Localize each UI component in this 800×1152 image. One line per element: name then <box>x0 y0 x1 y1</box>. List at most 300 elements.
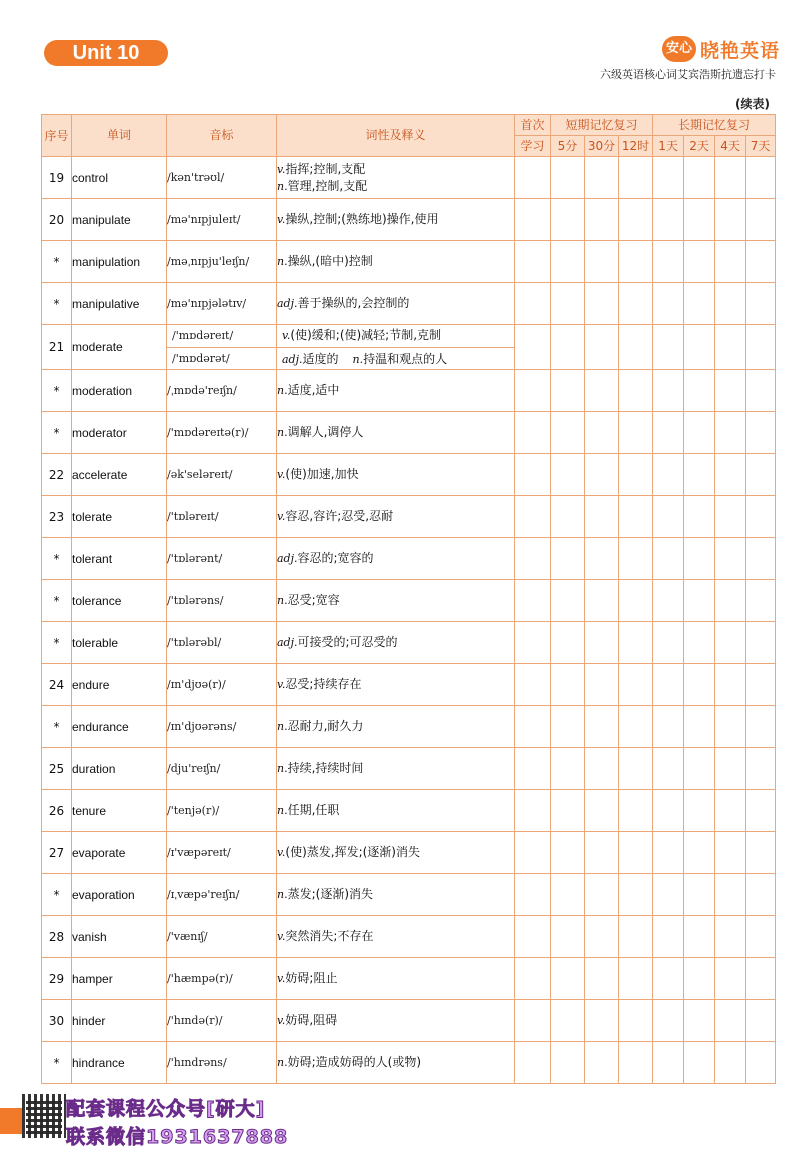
check-1day[interactable] <box>653 157 684 199</box>
check-7day[interactable] <box>746 790 776 832</box>
check-30min[interactable] <box>585 325 619 370</box>
part-of-speech: v. <box>277 510 286 523</box>
check-first[interactable] <box>515 916 551 958</box>
check-4day[interactable] <box>715 874 746 916</box>
check-1day[interactable] <box>653 283 684 325</box>
check-4day[interactable] <box>715 241 746 283</box>
check-first[interactable] <box>515 1000 551 1042</box>
definition-text: 持温和观点的人 <box>363 351 448 366</box>
table-row <box>42 412 776 454</box>
check-4day[interactable] <box>715 157 746 199</box>
check-7day[interactable] <box>746 454 776 496</box>
promo-line-2: 联系微信1931637888 <box>66 1126 289 1148</box>
definition-text: 任期,任职 <box>287 803 340 817</box>
check-7day[interactable] <box>746 496 776 538</box>
check-1day[interactable] <box>653 454 684 496</box>
table-row <box>42 1000 776 1042</box>
row-word: evaporation <box>72 874 167 916</box>
header-short-term: 短期记忆复习 <box>551 115 653 136</box>
check-12h[interactable] <box>619 325 653 370</box>
check-2day[interactable] <box>684 1042 715 1084</box>
row-definition <box>277 412 515 454</box>
row-index: 29 <box>42 958 72 1000</box>
row-index: * <box>42 1042 72 1084</box>
check-first[interactable] <box>515 538 551 580</box>
row-index: * <box>42 370 72 412</box>
row-index: 25 <box>42 748 72 790</box>
row-index: * <box>42 241 72 283</box>
check-1day[interactable] <box>653 748 684 790</box>
header-phonetic: 音标 <box>167 115 277 157</box>
definition-line <box>277 382 514 399</box>
check-1day[interactable] <box>653 199 684 241</box>
check-1day[interactable] <box>653 538 684 580</box>
check-30min[interactable] <box>585 1042 619 1084</box>
check-first[interactable] <box>515 241 551 283</box>
check-4day[interactable] <box>715 790 746 832</box>
check-first[interactable] <box>515 1042 551 1084</box>
check-5min[interactable] <box>551 283 585 325</box>
check-7day[interactable] <box>746 748 776 790</box>
vocabulary-table <box>41 114 776 1084</box>
check-5min[interactable] <box>551 874 585 916</box>
check-1day[interactable] <box>653 370 684 412</box>
check-first[interactable] <box>515 157 551 199</box>
check-first[interactable] <box>515 496 551 538</box>
part-of-speech: n. <box>277 594 288 607</box>
check-2day[interactable] <box>684 748 715 790</box>
row-index: 27 <box>42 832 72 874</box>
check-7day[interactable] <box>746 580 776 622</box>
check-first[interactable] <box>515 454 551 496</box>
check-30min[interactable] <box>585 874 619 916</box>
check-5min[interactable] <box>551 1000 585 1042</box>
check-1day[interactable] <box>653 580 684 622</box>
check-2day[interactable] <box>684 706 715 748</box>
check-12h[interactable] <box>619 412 653 454</box>
check-1day[interactable] <box>653 664 684 706</box>
check-first[interactable] <box>515 412 551 454</box>
check-7day[interactable] <box>746 370 776 412</box>
check-2day[interactable] <box>684 874 715 916</box>
check-7day[interactable] <box>746 199 776 241</box>
check-5min[interactable] <box>551 241 585 283</box>
check-7day[interactable] <box>746 283 776 325</box>
brand-logo-icon: 安心 <box>662 36 696 62</box>
row-index: * <box>42 538 72 580</box>
check-12h[interactable] <box>619 748 653 790</box>
definition-text: 忍受;宽容 <box>287 593 340 607</box>
check-4day[interactable] <box>715 370 746 412</box>
check-7day[interactable] <box>746 916 776 958</box>
row-index: 20 <box>42 199 72 241</box>
check-2day[interactable] <box>684 916 715 958</box>
check-5min[interactable] <box>551 199 585 241</box>
header-long-term: 长期记忆复习 <box>653 115 776 136</box>
row-word: endure <box>72 664 167 706</box>
definition-line <box>277 592 514 609</box>
check-30min[interactable] <box>585 580 619 622</box>
table-row <box>42 916 776 958</box>
phonetic-adj: /'mɒdərət/ <box>167 347 276 370</box>
check-12h[interactable] <box>619 958 653 1000</box>
definition-line <box>282 327 441 344</box>
check-7day[interactable] <box>746 412 776 454</box>
check-5min[interactable] <box>551 538 585 580</box>
check-2day[interactable] <box>684 1000 715 1042</box>
row-definition <box>277 283 515 325</box>
check-1day[interactable] <box>653 790 684 832</box>
definition-line <box>277 178 514 195</box>
check-2day[interactable] <box>684 412 715 454</box>
check-2day[interactable] <box>684 832 715 874</box>
check-4day[interactable] <box>715 1042 746 1084</box>
check-2day[interactable] <box>684 157 715 199</box>
check-first[interactable] <box>515 874 551 916</box>
check-12h[interactable] <box>619 496 653 538</box>
check-4day[interactable] <box>715 706 746 748</box>
check-12h[interactable] <box>619 454 653 496</box>
row-index: * <box>42 874 72 916</box>
part-of-speech: v. <box>277 162 286 176</box>
definition-line <box>277 676 514 693</box>
table-row <box>42 1042 776 1084</box>
row-phonetic: /ɪˌvæpə'reɪʃn/ <box>167 874 277 916</box>
check-12h[interactable] <box>619 283 653 325</box>
row-word: manipulate <box>72 199 167 241</box>
row-definition <box>277 874 515 916</box>
check-1day[interactable] <box>653 916 684 958</box>
check-2day[interactable] <box>684 538 715 580</box>
check-4day[interactable] <box>715 538 746 580</box>
check-7day[interactable] <box>746 325 776 370</box>
row-index: 23 <box>42 496 72 538</box>
row-index: 21 <box>42 325 72 370</box>
check-first[interactable] <box>515 370 551 412</box>
check-7day[interactable] <box>746 622 776 664</box>
table-row <box>42 538 776 580</box>
row-word: control <box>72 157 167 199</box>
row-phonetic: /məˌnɪpju'leɪʃn/ <box>167 241 277 283</box>
check-7day[interactable] <box>746 958 776 1000</box>
definition-line <box>277 1054 514 1071</box>
check-12h[interactable] <box>619 664 653 706</box>
footer-promo <box>0 1090 340 1152</box>
row-definition <box>277 790 515 832</box>
row-word: evaporate <box>72 832 167 874</box>
definition-text: 调解人,调停人 <box>287 425 364 439</box>
check-7day[interactable] <box>746 538 776 580</box>
check-2day[interactable] <box>684 325 715 370</box>
check-12h[interactable] <box>619 832 653 874</box>
check-5min[interactable] <box>551 370 585 412</box>
table-row <box>42 706 776 748</box>
check-5min[interactable] <box>551 496 585 538</box>
header-12h: 12时 <box>619 136 653 157</box>
check-12h[interactable] <box>619 157 653 199</box>
check-5min[interactable] <box>551 580 585 622</box>
row-phonetic: /ɪn'djʊə(r)/ <box>167 664 277 706</box>
check-2day[interactable] <box>684 580 715 622</box>
check-30min[interactable] <box>585 283 619 325</box>
row-word: duration <box>72 748 167 790</box>
row-phonetic: /'tɒlərəbl/ <box>167 622 277 664</box>
check-30min[interactable] <box>585 157 619 199</box>
check-30min[interactable] <box>585 496 619 538</box>
check-7day[interactable] <box>746 1000 776 1042</box>
row-definition <box>277 538 515 580</box>
table-row <box>42 664 776 706</box>
check-5min[interactable] <box>551 1042 585 1084</box>
check-2day[interactable] <box>684 958 715 1000</box>
check-2day[interactable] <box>684 790 715 832</box>
unit-badge: Unit 10 <box>44 40 168 66</box>
check-4day[interactable] <box>715 916 746 958</box>
definition-text: 妨碍;造成妨碍的人(或物) <box>287 1055 422 1069</box>
definition-text: (使)缓和;(使)减轻;节制,克制 <box>290 328 442 343</box>
check-12h[interactable] <box>619 874 653 916</box>
row-index: 28 <box>42 916 72 958</box>
check-7day[interactable] <box>746 706 776 748</box>
check-1day[interactable] <box>653 622 684 664</box>
row-phonetic <box>167 325 277 370</box>
check-first[interactable] <box>515 325 551 370</box>
check-30min[interactable] <box>585 199 619 241</box>
table-row <box>42 370 776 412</box>
check-first[interactable] <box>515 706 551 748</box>
check-1day[interactable] <box>653 706 684 748</box>
definition-line <box>277 424 514 441</box>
check-4day[interactable] <box>715 454 746 496</box>
check-1day[interactable] <box>653 412 684 454</box>
check-12h[interactable] <box>619 790 653 832</box>
check-4day[interactable] <box>715 496 746 538</box>
check-2day[interactable] <box>684 622 715 664</box>
check-4day[interactable] <box>715 580 746 622</box>
row-definition <box>277 580 515 622</box>
check-5min[interactable] <box>551 454 585 496</box>
definition-text: 容忍,容许;忍受,忍耐 <box>285 509 394 523</box>
header-definition: 词性及释义 <box>277 115 515 157</box>
check-7day[interactable] <box>746 157 776 199</box>
check-5min[interactable] <box>551 325 585 370</box>
check-2day[interactable] <box>684 241 715 283</box>
row-word: tenure <box>72 790 167 832</box>
check-1day[interactable] <box>653 832 684 874</box>
check-30min[interactable] <box>585 832 619 874</box>
row-definition <box>277 496 515 538</box>
check-4day[interactable] <box>715 748 746 790</box>
row-phonetic: /'tenjə(r)/ <box>167 790 277 832</box>
row-definition <box>277 199 515 241</box>
check-2day[interactable] <box>684 496 715 538</box>
check-4day[interactable] <box>715 664 746 706</box>
definition-text: 蒸发;(逐渐)消失 <box>287 887 374 901</box>
definition-line <box>277 211 514 228</box>
check-30min[interactable] <box>585 1000 619 1042</box>
definition-text: 适度的 <box>302 351 339 366</box>
check-12h[interactable] <box>619 1000 653 1042</box>
check-1day[interactable] <box>653 958 684 1000</box>
check-5min[interactable] <box>551 664 585 706</box>
row-word: moderate <box>72 325 167 370</box>
row-phonetic: /'mɒdəreɪtə(r)/ <box>167 412 277 454</box>
check-2day[interactable] <box>684 454 715 496</box>
check-first[interactable] <box>515 622 551 664</box>
check-5min[interactable] <box>551 706 585 748</box>
check-2day[interactable] <box>684 664 715 706</box>
check-5min[interactable] <box>551 832 585 874</box>
check-12h[interactable] <box>619 538 653 580</box>
check-30min[interactable] <box>585 370 619 412</box>
row-index: * <box>42 622 72 664</box>
part-of-speech: n. <box>277 179 288 193</box>
definition-text: 善于操纵的,会控制的 <box>297 296 410 310</box>
brand <box>662 34 780 64</box>
check-1day[interactable] <box>653 874 684 916</box>
check-30min[interactable] <box>585 241 619 283</box>
check-4day[interactable] <box>715 832 746 874</box>
check-7day[interactable] <box>746 832 776 874</box>
definition-text: (使)加速,加快 <box>285 467 359 481</box>
table-row <box>42 283 776 325</box>
check-5min[interactable] <box>551 748 585 790</box>
check-5min[interactable] <box>551 916 585 958</box>
check-7day[interactable] <box>746 664 776 706</box>
row-index: * <box>42 706 72 748</box>
check-30min[interactable] <box>585 706 619 748</box>
check-30min[interactable] <box>585 664 619 706</box>
check-first[interactable] <box>515 748 551 790</box>
check-1day[interactable] <box>653 325 684 370</box>
check-30min[interactable] <box>585 538 619 580</box>
table-row <box>42 199 776 241</box>
definition-line <box>277 970 514 987</box>
check-5min[interactable] <box>551 157 585 199</box>
table-row <box>42 748 776 790</box>
check-7day[interactable] <box>746 241 776 283</box>
check-5min[interactable] <box>551 412 585 454</box>
check-12h[interactable] <box>619 1042 653 1084</box>
definition-text: 适度,适中 <box>287 383 340 397</box>
check-7day[interactable] <box>746 874 776 916</box>
check-5min[interactable] <box>551 958 585 1000</box>
check-first[interactable] <box>515 958 551 1000</box>
check-1day[interactable] <box>653 1042 684 1084</box>
check-12h[interactable] <box>619 706 653 748</box>
part-of-speech: n. <box>277 1056 288 1069</box>
part-of-speech: n. <box>277 720 288 733</box>
header-4day: 4天 <box>715 136 746 157</box>
row-word: accelerate <box>72 454 167 496</box>
table-row <box>42 241 776 283</box>
check-30min[interactable] <box>585 790 619 832</box>
definition-line <box>277 253 514 270</box>
row-word: hindrance <box>72 1042 167 1084</box>
part-of-speech: n. <box>277 426 288 439</box>
qr-code-icon[interactable] <box>22 1094 66 1138</box>
check-first[interactable] <box>515 664 551 706</box>
check-30min[interactable] <box>585 916 619 958</box>
check-1day[interactable] <box>653 496 684 538</box>
definition-text: 指挥;控制,支配 <box>285 161 366 176</box>
check-4day[interactable] <box>715 622 746 664</box>
check-first[interactable] <box>515 283 551 325</box>
row-definition <box>277 706 515 748</box>
check-4day[interactable] <box>715 412 746 454</box>
table-row <box>42 157 776 199</box>
check-2day[interactable] <box>684 283 715 325</box>
check-1day[interactable] <box>653 241 684 283</box>
row-index: 26 <box>42 790 72 832</box>
header-first-sub: 学习 <box>515 136 551 157</box>
check-5min[interactable] <box>551 622 585 664</box>
definition-line <box>277 550 514 567</box>
check-4day[interactable] <box>715 199 746 241</box>
row-word: endurance <box>72 706 167 748</box>
check-4day[interactable] <box>715 1000 746 1042</box>
check-4day[interactable] <box>715 958 746 1000</box>
check-12h[interactable] <box>619 580 653 622</box>
definition-text: 操纵,控制;(熟练地)操作,使用 <box>285 212 439 226</box>
row-definition <box>277 1042 515 1084</box>
check-30min[interactable] <box>585 622 619 664</box>
check-4day[interactable] <box>715 283 746 325</box>
row-definition <box>277 157 515 199</box>
check-first[interactable] <box>515 580 551 622</box>
part-of-speech: n. <box>277 384 288 397</box>
check-7day[interactable] <box>746 1042 776 1084</box>
check-4day[interactable] <box>715 325 746 370</box>
vocabulary-rows <box>42 157 776 1084</box>
check-30min[interactable] <box>585 748 619 790</box>
check-12h[interactable] <box>619 622 653 664</box>
row-word: tolerant <box>72 538 167 580</box>
row-phonetic: /'tɒlərəns/ <box>167 580 277 622</box>
check-first[interactable] <box>515 199 551 241</box>
brand-name: 晓艳英语 <box>700 39 781 62</box>
part-of-speech: v. <box>277 930 286 943</box>
part-of-speech: adj. <box>277 552 298 565</box>
part-of-speech: v. <box>277 468 286 481</box>
check-12h[interactable] <box>619 370 653 412</box>
table-row <box>42 832 776 874</box>
check-2day[interactable] <box>684 199 715 241</box>
row-phonetic: /mə'nɪpjuleɪt/ <box>167 199 277 241</box>
table-row <box>42 790 776 832</box>
row-phonetic: /'tɒləreɪt/ <box>167 496 277 538</box>
check-first[interactable] <box>515 832 551 874</box>
part-of-speech: v. <box>277 678 286 691</box>
check-5min[interactable] <box>551 790 585 832</box>
definition-line <box>277 1012 514 1029</box>
check-2day[interactable] <box>684 370 715 412</box>
check-12h[interactable] <box>619 916 653 958</box>
table-row <box>42 622 776 664</box>
check-30min[interactable] <box>585 454 619 496</box>
part-of-speech: v. <box>277 846 286 859</box>
check-1day[interactable] <box>653 1000 684 1042</box>
check-30min[interactable] <box>585 958 619 1000</box>
check-12h[interactable] <box>619 199 653 241</box>
check-12h[interactable] <box>619 241 653 283</box>
row-word: moderator <box>72 412 167 454</box>
check-30min[interactable] <box>585 412 619 454</box>
row-phonetic: /dju'reɪʃn/ <box>167 748 277 790</box>
check-first[interactable] <box>515 790 551 832</box>
part-of-speech: n. <box>277 888 288 901</box>
row-index: * <box>42 580 72 622</box>
